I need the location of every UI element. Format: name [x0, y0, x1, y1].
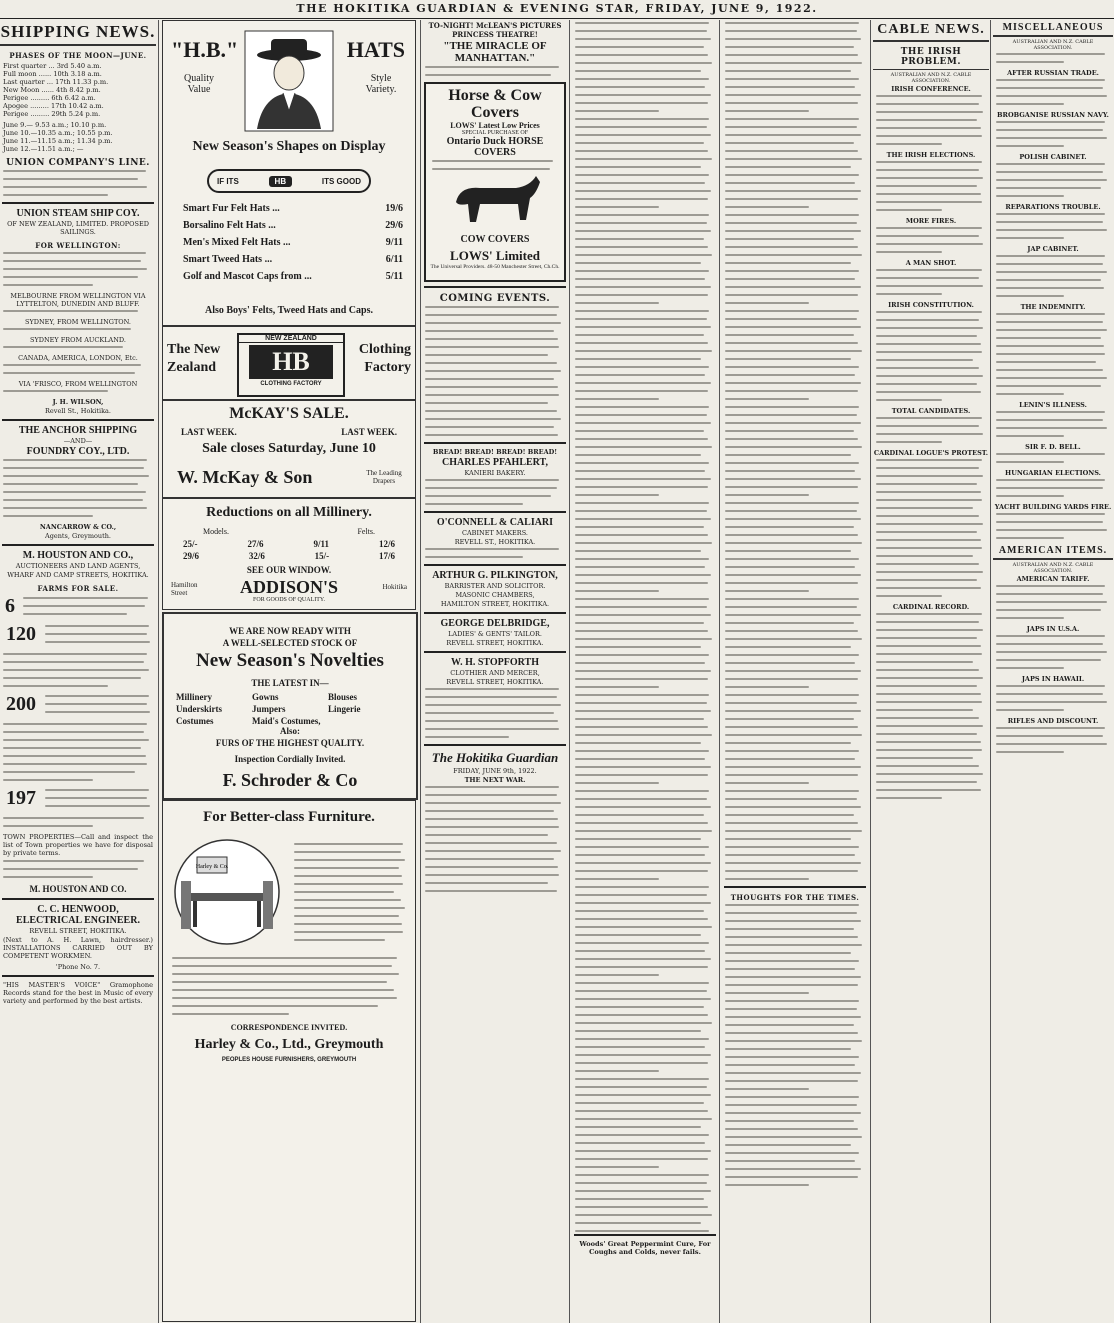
canada-route: CANADA, AMERICA, LONDON, Etc. [18, 354, 138, 362]
agent-name: J. H. WILSON, [52, 398, 104, 406]
models-label: Models. [203, 527, 229, 536]
thoughts-heading: THOUGHTS FOR THE TIMES. [730, 893, 860, 902]
irish-elections: THE IRISH ELECTIONS. [886, 151, 976, 159]
moon-heading: PHASES OF THE MOON—JUNE. [9, 51, 147, 60]
novelty-item: Underskirts [176, 704, 223, 714]
tonight-banner: TO-NIGHT! McLEAN'S PICTURES PRINCESS THEATRE! [428, 21, 562, 39]
style-variety: Style Variety. [365, 73, 397, 95]
column-shipping [0, 20, 156, 1323]
last-week-left: LAST WEEK. [181, 427, 237, 437]
column-rule [569, 20, 570, 1323]
novelty-item: Jumpers [252, 704, 286, 714]
total-candidates: TOTAL CANDIDATES. [891, 407, 971, 415]
now-ready: WE ARE NOW READY WITH [229, 626, 351, 636]
delbridge-name: GEORGE DELBRIDGE, [440, 618, 550, 629]
rifles-discount: RIFLES AND DISCOUNT. [1007, 717, 1099, 725]
masthead-title: THE HOKITIKA GUARDIAN & EVENING STAR, FRIDAY, JUNE 9, 1922. [296, 2, 818, 15]
indemnity: THE INDEMNITY. [1020, 303, 1086, 311]
column-news-4 [572, 20, 718, 1323]
horse-cow-covers: Horse & Cow Covers [448, 87, 542, 121]
felts-label: Felts. [357, 527, 375, 536]
moon-phases [3, 62, 153, 118]
column-cable-news [873, 20, 989, 1323]
price-cell: 32/6 [248, 551, 265, 561]
lows-address: The Universal Providers. 48-50 Manchester Street, Ch.Ch. [430, 264, 560, 270]
hats-title: HATS [346, 37, 405, 62]
leading-drapers: The Leading Drapers [366, 469, 402, 485]
japs-hawaii: JAPS IN HAWAII. [1021, 675, 1085, 683]
nz-hb-logo: NEW ZEALAND HB CLOTHING FACTORY [237, 333, 345, 397]
bread-banner: BREAD! BREAD! BREAD! BREAD! [432, 448, 558, 456]
body-text-lines [725, 22, 865, 880]
hmv-ad: "HIS MASTER'S VOICE" Gramophone Records stand for the best in Music of every variety and performed by the best artists. [3, 981, 153, 1005]
irish-constitution: IRISH CONSTITUTION. [888, 301, 974, 309]
henwood-address: REVELL STREET, HOKITIKA. [29, 927, 127, 935]
cabinet-makers: CABINET MAKERS. [462, 529, 528, 537]
polish-cabinet: POLISH CABINET. [1019, 153, 1087, 161]
last-week-right: LAST WEEK. [341, 427, 397, 437]
latest-in: THE LATEST IN— [251, 678, 329, 688]
shop-sign: Harley & Co. [195, 864, 229, 870]
boys-hats: Also Boys' Felts, Tweed Hats and Caps. [205, 305, 373, 316]
lenin-illness: LENIN'S ILLNESS. [1019, 401, 1087, 409]
union-ss-sub: OF NEW ZEALAND, LIMITED. PROPOSED SAILINGS. [7, 220, 149, 236]
novelty-item: Maid's Costumes, [252, 716, 321, 726]
moon-phase-line: Perigee ......... 29th 5.24 p.m. [3, 110, 101, 118]
shipping-title: SHIPPING NEWS. [0, 22, 156, 46]
hat-price: 19/6 [385, 203, 403, 214]
hat-price-list [183, 203, 403, 288]
russian-navy: BROBGANISE RUSSIAN NAVY. [997, 111, 1109, 119]
japs-usa: JAPS IN U.S.A. [1026, 625, 1080, 633]
stopforth-name: W. H. STOPFORTH [450, 657, 539, 668]
quality-value: Quality Value [184, 73, 214, 95]
coming-events: COMING EVENTS. [439, 293, 551, 304]
body-text-lines [725, 904, 865, 1186]
furs: FURS OF THE HIGHEST QUALITY. [215, 738, 365, 748]
novelty-item: Lingerie [328, 704, 361, 714]
price-cell: 17/6 [378, 551, 395, 561]
stopforth-address: REVELL STREET, HOKITIKA. [446, 678, 544, 686]
farms-for-sale: FARMS FOR SALE. [37, 584, 119, 593]
price-cell: 27/6 [247, 539, 264, 549]
yacht-fire: YACHT BUILDING YARDS FIRE. [994, 503, 1112, 511]
hat-name: Smart Fur Felt Hats ... [183, 203, 280, 214]
price-row [183, 551, 395, 561]
union-ss-title: UNION STEAM SHIP COY. [16, 208, 140, 219]
woods-peppermint-ad: Woods' Great Peppermint Cure, For Coughs and Colds, never fails. [579, 1240, 711, 1256]
for-wellington: FOR WELLINGTON: [35, 241, 121, 250]
dining-room-illustration [167, 837, 287, 947]
hb-brand: "H.B." [171, 37, 239, 62]
sydney-auckland-route: SYDNEY FROM AUCKLAND. [30, 336, 126, 344]
ontario-duck: Ontario Duck HORSE COVERS [446, 136, 544, 158]
henwood-note: (Next to A. H. Lawn, hairdresser.) INSTALLATIONS CARRIED OUT BY COMPETENT WORKMEN. [3, 936, 153, 960]
hat-price-row [183, 271, 403, 282]
issue-date: FRIDAY, JUNE 9th, 1922. [453, 767, 537, 775]
misc-assoc: AUSTRALIAN AND N.Z. CABLE ASSOCIATION. [1012, 39, 1094, 51]
moon-phase-line: Apogee ......... 17th 10.42 a.m. [3, 102, 104, 110]
pfahlert-name: CHARLES PFAHLERT, [442, 457, 548, 468]
tide-line: June 10.—10.35 a.m.; 10.55 p.m. [3, 129, 113, 137]
if-its-hb-banner: IF ITS HB ITS GOOD [207, 169, 371, 193]
lows-latest: LOWS' Latest Low Prices [450, 121, 540, 130]
column-entertainment [422, 20, 568, 1323]
novelty-item: Millinery [176, 692, 212, 702]
addisons-millinery-ad [162, 498, 416, 610]
acres-6: 6 [5, 595, 15, 617]
column-rule [870, 20, 871, 1323]
millinery-prices [183, 539, 395, 563]
schroder-name: F. Schroder & Co [222, 770, 358, 790]
moon-phase-line: First quarter ... 3rd 5.40 a.m. [3, 62, 102, 70]
price-cell: 15/- [314, 551, 330, 561]
price-cell: 29/6 [183, 551, 200, 561]
houston-sign: M. HOUSTON AND CO. [29, 884, 127, 894]
leader-title: THE NEXT WAR. [464, 776, 526, 784]
hat-price-row [183, 237, 403, 248]
see-window: SEE OUR WINDOW. [246, 565, 332, 575]
correspondence-invited: CORRESPONDENCE INVITED. [230, 1023, 348, 1032]
sale-closes: Sale closes Saturday, June 10 [202, 441, 376, 456]
irish-conference: IRISH CONFERENCE. [891, 85, 971, 93]
clothing-factory: Clothing Factory [358, 342, 411, 375]
hat-price: 29/6 [385, 220, 403, 231]
hb-hats-ad [162, 20, 416, 326]
addisons-name: ADDISON'S [239, 577, 339, 597]
irish-problem: THE IRISH PROBLEM. [873, 47, 989, 70]
tide-times [3, 121, 153, 153]
moon-phase-line: Last quarter ... 17th 11.33 p.m. [3, 78, 109, 86]
anchor-title: THE ANCHOR SHIPPING [18, 425, 138, 436]
novelty-items [176, 692, 404, 726]
anchor-agent: NANCARROW & CO., [39, 523, 117, 531]
masthead [0, 0, 1114, 19]
sydney-route: SYDNEY, FROM WELLINGTON. [25, 318, 131, 326]
american-tariff: AMERICAN TARIFF. [1016, 575, 1090, 583]
acres-120: 120 [6, 623, 36, 645]
anchor-foundry: FOUNDRY COY., LTD. [26, 446, 130, 457]
novelties-title: New Season's Novelties [196, 650, 384, 671]
cow-covers-label: COW COVERS [460, 234, 530, 245]
jap-cabinet: JAP CABINET. [1027, 245, 1079, 253]
hat-name: Golf and Mascot Caps from ... [183, 271, 312, 282]
cardinal-protest: CARDINAL LOGUE'S PROTEST. [873, 449, 989, 457]
pilkington-name: ARTHUR G. PILKINGTON, [432, 570, 558, 581]
harley-tagline: PEOPLES HOUSE FURNISHERS, GREYMOUTH [221, 1057, 357, 1063]
oconnell-name: O'CONNELL & CALIARI [436, 517, 554, 528]
novelty-item: Gowns [252, 692, 279, 702]
man-with-hat-illustration [243, 29, 335, 133]
barrister: BARRISTER AND SOLICITOR. [444, 582, 546, 590]
lows-limited: LOWS' Limited [450, 248, 540, 263]
sir-bell: SIR F. D. BELL. [1025, 443, 1081, 451]
column-miscellaneous [993, 20, 1113, 1323]
moon-phase-line: Full moon ...... 10th 3.18 a.m. [3, 70, 102, 78]
anchor-agent-city: Agents, Greymouth. [45, 532, 111, 540]
henwood-sub: ELECTRICAL ENGINEER. [16, 915, 140, 926]
cardinal-record: CARDINAL RECORD. [892, 603, 970, 611]
houston-title: M. HOUSTON AND CO., [22, 550, 134, 561]
nz-clothing-factory-ad [162, 326, 416, 400]
hat-price: 9/11 [385, 237, 403, 248]
special-purchase: SPECIAL PURCHASE OF [461, 130, 529, 136]
union-line-heading: UNION COMPANY'S LINE. [6, 158, 150, 168]
inspection-invited: Inspection Cordially Invited. [234, 754, 346, 764]
moon-phase-line: Perigee ......... 6th 6.42 a.m. [3, 94, 96, 102]
acres-197: 197 [6, 787, 36, 809]
hat-price: 5/11 [385, 271, 403, 282]
hat-price-row [183, 220, 403, 231]
addisons-hokitika: Hokitika [382, 583, 407, 591]
column-rule [158, 20, 159, 1323]
houston-sub: AUCTIONEERS AND LAND AGENTS, [15, 562, 141, 570]
harley-furniture-ad [162, 800, 416, 1322]
mckay-firm: W. McKay & Son [177, 467, 313, 487]
cable-news-title: CABLE NEWS. [873, 22, 989, 42]
delbridge-address: REVELL STREET, HOKITIKA. [446, 639, 544, 647]
furniture-title: For Better-class Furniture. [203, 809, 375, 825]
more-fires: MORE FIRES. [905, 217, 957, 225]
mckay-title: McKAY'S SALE. [229, 405, 349, 422]
column-rule [420, 20, 421, 1323]
melbourne-route: MELBOURNE FROM WELLINGTON VIA LYTTELTON, DUNEDIN AND BLUFF. [10, 292, 146, 308]
pilkington-address: HAMILTON STREET, HOKITIKA. [440, 600, 550, 608]
houston-address: WHARF AND CAMP STREETS, HOKITIKA. [7, 571, 149, 579]
henwood-phone: 'Phone No. 7. [55, 963, 101, 971]
price-cell: 25/- [183, 539, 198, 549]
hat-price: 6/11 [385, 254, 403, 265]
column-news-5 [722, 20, 868, 1323]
moon-phase-line: New Moon ...... 4th 8.42 p.m. [3, 86, 101, 94]
man-shot: A MAN SHOT. [905, 259, 957, 267]
hamilton-street: Hamilton Street [171, 581, 198, 597]
frisco-route: VIA 'FRISCO, FROM WELLINGTON [18, 380, 138, 388]
reductions-title: Reductions on all Millinery. [206, 505, 372, 520]
lows-horse-covers-ad [424, 82, 566, 282]
oconnell-address: REVELL ST., HOKITIKA. [454, 538, 536, 546]
price-cell: 9/11 [313, 539, 329, 549]
guardian-masthead: The Hokitika Guardian [431, 750, 559, 765]
goods-of-quality: FOR GOODS OF QUALITY. [253, 597, 325, 603]
russian-trade: AFTER RUSSIAN TRADE. [1007, 69, 1099, 77]
cable-assoc: AUSTRALIAN AND N.Z. CABLE ASSOCIATION. [890, 72, 972, 84]
also-label: Also: [280, 726, 300, 736]
tide-line: June 12.—11.51 a.m.; — [3, 145, 84, 153]
agent-address: Revell St., Hokitika. [45, 407, 111, 415]
novelty-item: Blouses [328, 692, 358, 702]
kanieri-bakery: KANIERI BAKERY. [464, 469, 526, 477]
tide-line: June 11.—11.15 a.m.; 11.34 p.m. [3, 137, 113, 145]
reparations-trouble: REPARATIONS TROUBLE. [1005, 203, 1101, 211]
hat-name: Men's Mixed Felt Hats ... [183, 237, 291, 248]
the-new-zealand: The New Zealand [167, 342, 221, 375]
delbridge-tailor: LADIES' & GENTS' TAILOR. [448, 630, 542, 638]
misc-title: MISCELLANEOUS [993, 22, 1113, 37]
masonic-chambers: MASONIC CHAMBERS, [455, 591, 535, 599]
mckay-sale-ad [162, 400, 416, 498]
stopforth-trade: CLOTHIER AND MERCER, [450, 669, 540, 677]
price-row [183, 539, 395, 549]
schroder-novelties-ad [162, 612, 418, 800]
new-season-shapes: New Season's Shapes on Display [192, 139, 386, 154]
hb-logo: HB [269, 176, 293, 187]
harley-name: Harley & Co., Ltd., Greymouth [194, 1037, 384, 1052]
hat-name: Smart Tweed Hats ... [183, 254, 273, 265]
american-assoc: AUSTRALIAN AND N.Z. CABLE ASSOCIATION. [1012, 562, 1094, 574]
anchor-and: —AND— [63, 437, 93, 445]
column-ads [160, 20, 418, 1323]
column-rule [719, 20, 720, 1323]
hat-price-row [183, 203, 403, 214]
novelty-item: Costumes [176, 716, 214, 726]
tide-line: June 9.— 9.53 a.m.; 10.10 p.m. [3, 121, 107, 129]
body-text-lines [575, 22, 715, 1232]
miracle-title: "THE MIRACLE OF MANHATTAN." [443, 40, 547, 64]
hat-price-row [183, 254, 403, 265]
acres-200: 200 [6, 693, 36, 715]
price-cell: 12/6 [378, 539, 395, 549]
horse-illustration [446, 172, 546, 232]
henwood-title: C. C. HENWOOD, [37, 904, 119, 915]
column-rule [990, 20, 991, 1323]
hat-name: Borsalino Felt Hats ... [183, 220, 276, 231]
american-items: AMERICAN ITEMS. [993, 545, 1113, 560]
well-selected: A WELL-SELECTED STOCK OF [222, 638, 358, 648]
hungarian-elections: HUNGARIAN ELECTIONS. [1005, 469, 1101, 477]
town-properties: TOWN PROPERTIES—Call and inspect the list of Town properties we have for disposal by private terms. [3, 833, 153, 857]
